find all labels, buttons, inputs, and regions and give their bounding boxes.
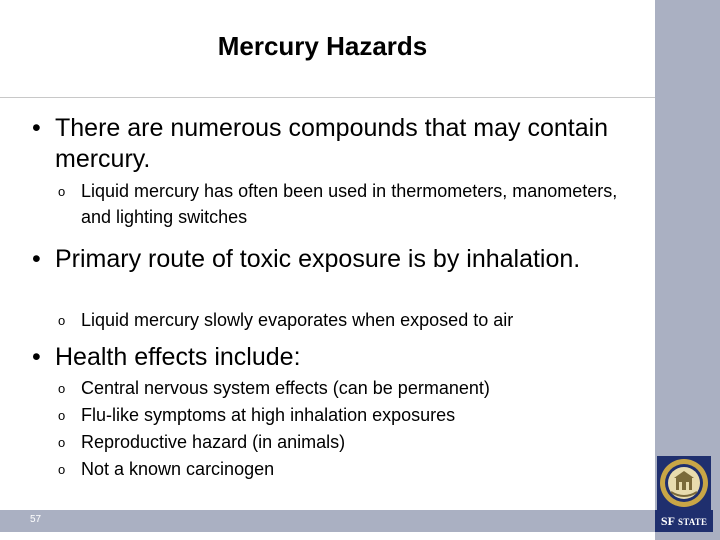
- bullet-marker: •: [32, 343, 41, 371]
- bullet-marker: •: [32, 114, 41, 142]
- university-seal-icon: [657, 456, 711, 510]
- slide-title: Mercury Hazards: [217, 31, 428, 61]
- bottom-bar: [0, 510, 655, 532]
- slide-number: 57: [30, 514, 42, 525]
- sub-bullet-text: Liquid mercury slowly evaporates when exposed to air: [81, 310, 514, 330]
- sub-bullet-marker: o: [58, 408, 66, 423]
- sub-bullet-marker: o: [58, 435, 66, 450]
- sub-bullet-text: Not a known carcinogen: [81, 459, 275, 479]
- sub-bullet-marker: o: [58, 313, 66, 328]
- bullet-marker: •: [32, 245, 41, 273]
- bullet-text: There are numerous compounds that may contain mercury.: [55, 114, 609, 173]
- bullet-text: Primary route of toxic exposure is by inhalation.: [55, 245, 581, 273]
- sub-bullet-marker: o: [58, 462, 66, 477]
- title-divider: [0, 97, 655, 98]
- sub-bullet-text: Reproductive hazard (in animals): [81, 432, 346, 452]
- bullet-text: Health effects include:: [55, 343, 301, 371]
- sub-bullet-marker: o: [58, 184, 66, 199]
- sf-state-logo: [655, 510, 713, 532]
- sub-bullet-marker: o: [58, 381, 66, 396]
- logo-text-sf: SF: [660, 514, 675, 528]
- sub-bullet-text: Central nervous system effects (can be permanent): [81, 378, 490, 398]
- sub-bullet-text: Flu-like symptoms at high inhalation exposures: [81, 405, 456, 425]
- logo-text-state: STATE: [677, 517, 708, 527]
- sub-bullet-text: Liquid mercury has often been used in thermometers, manometers, and lighting switches: [81, 181, 618, 227]
